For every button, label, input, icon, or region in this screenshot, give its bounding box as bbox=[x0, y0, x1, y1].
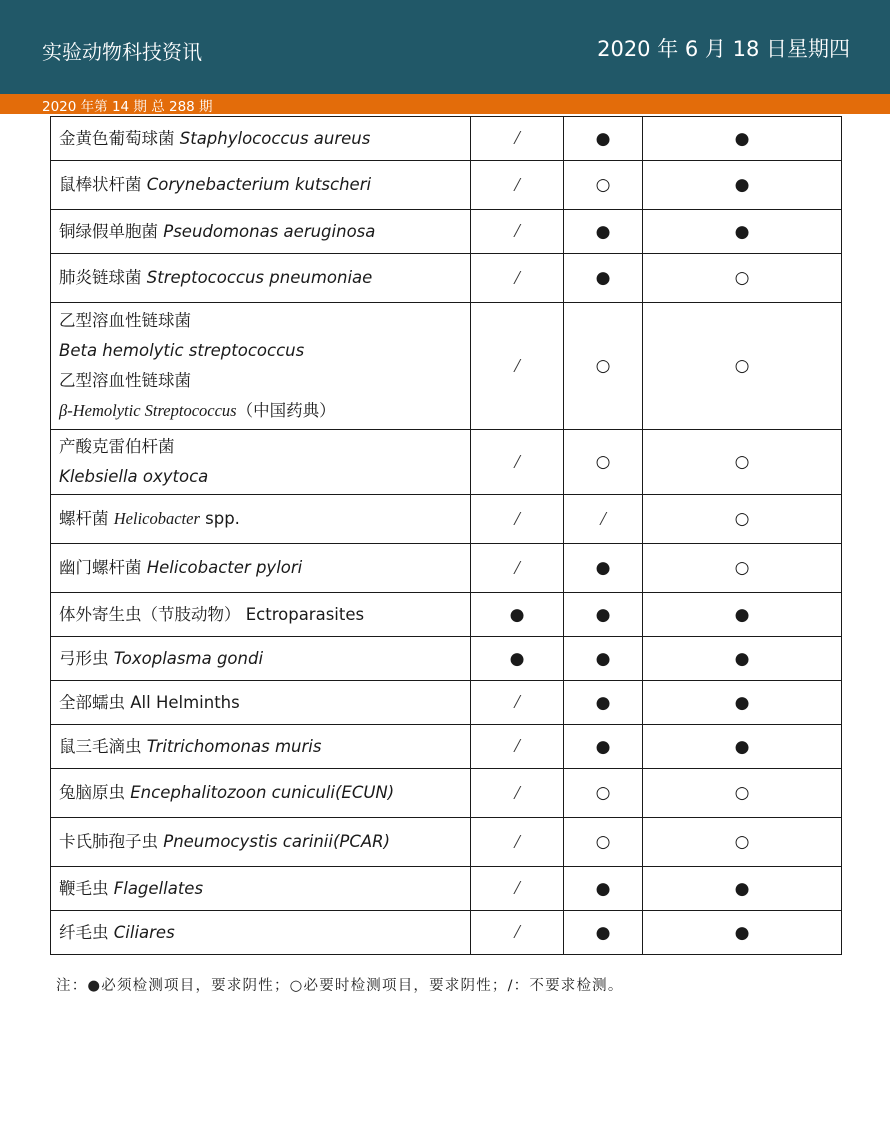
latin-name-serif: Helicobacter bbox=[113, 509, 200, 528]
not-required-mark: / bbox=[514, 450, 520, 473]
table-row bbox=[51, 544, 842, 593]
not-required-mark: / bbox=[514, 354, 520, 377]
chinese-name: 金黄色葡萄球菌 bbox=[59, 128, 180, 148]
requirement-cell-3 bbox=[643, 161, 842, 210]
latin-name-serif: β-Hemolytic Streptococcus bbox=[59, 401, 237, 420]
pathogen-name-cell bbox=[51, 911, 471, 955]
table-footnote: 注：●必须检测项目，要求阴性；○必要时检测项目，要求阴性；/：不要求检测。 bbox=[56, 978, 624, 994]
not-required-mark: / bbox=[514, 220, 520, 242]
required-mark: ● bbox=[734, 128, 750, 149]
pathogen-name-line bbox=[59, 874, 462, 904]
requirement-cell-2 bbox=[564, 593, 643, 637]
requirement-cell-3 bbox=[643, 867, 842, 911]
chinese-name: 体外寄生虫（节肢动物） Ectroparasites bbox=[59, 604, 365, 624]
requirement-cell-1 bbox=[471, 117, 564, 161]
pathogen-name-line bbox=[59, 124, 462, 154]
latin-name: Helicobacter pylori bbox=[146, 558, 303, 577]
requirement-cell-2 bbox=[564, 867, 643, 911]
not-required-mark: / bbox=[514, 266, 520, 289]
chinese-name: 弓形虫 bbox=[59, 648, 114, 668]
requirement-cell-3 bbox=[643, 210, 842, 254]
chinese-name: （中国药典） bbox=[236, 401, 336, 420]
pathogen-name-cell bbox=[51, 117, 471, 161]
conditional-mark: ○ bbox=[595, 175, 611, 195]
latin-name: Staphylococcus aureus bbox=[179, 128, 371, 148]
latin-name: Klebsiella oxytoca bbox=[59, 467, 209, 486]
table-row bbox=[51, 725, 842, 769]
not-required-mark: / bbox=[514, 735, 520, 757]
table-row bbox=[51, 593, 842, 637]
chinese-name: 幽门螺杆菌 bbox=[59, 558, 147, 577]
chinese-name: 乙型溶血性链球菌 bbox=[59, 371, 191, 390]
table-row bbox=[51, 769, 842, 818]
publication-title: 实验动物科技资讯 bbox=[42, 40, 202, 64]
requirement-cell-3 bbox=[643, 430, 842, 495]
pathogen-name-cell bbox=[51, 495, 471, 544]
pathogen-name-line bbox=[59, 553, 462, 583]
required-mark: ● bbox=[509, 648, 525, 669]
requirement-cell-3 bbox=[643, 769, 842, 818]
conditional-mark: ○ bbox=[595, 452, 611, 472]
requirement-cell-3 bbox=[643, 254, 842, 303]
requirement-cell-2 bbox=[564, 210, 643, 254]
latin-name: Encephalitozoon cuniculi(ECUN) bbox=[130, 783, 395, 802]
not-required-mark: / bbox=[514, 830, 520, 853]
pathogen-name-line bbox=[59, 366, 462, 396]
not-required-mark: / bbox=[514, 507, 520, 530]
chinese-name: 肺炎链球菌 bbox=[59, 268, 147, 287]
requirement-cell-3 bbox=[643, 818, 842, 867]
latin-name: Toxoplasma gondi bbox=[113, 648, 264, 668]
table-row bbox=[51, 117, 842, 161]
table-row bbox=[51, 210, 842, 254]
pathogen-table-body bbox=[51, 117, 842, 955]
not-required-mark: / bbox=[514, 691, 520, 713]
pathogen-name-cell bbox=[51, 430, 471, 495]
pathogen-name-line bbox=[59, 170, 462, 200]
publication-date: 2020 年 6 月 18 日星期四 bbox=[597, 37, 850, 61]
table-row bbox=[51, 161, 842, 210]
requirement-cell-3 bbox=[643, 725, 842, 769]
conditional-mark: ○ bbox=[734, 832, 750, 852]
latin-name: Ciliares bbox=[113, 922, 175, 942]
chinese-name: 乙型溶血性链球菌 bbox=[59, 311, 191, 330]
required-mark: ● bbox=[595, 558, 611, 578]
chinese-name: 鼠三毛滴虫 bbox=[59, 736, 147, 756]
required-mark: ● bbox=[595, 736, 611, 757]
required-mark: ● bbox=[734, 692, 750, 713]
requirement-cell-3 bbox=[643, 911, 842, 955]
pathogen-name-cell bbox=[51, 818, 471, 867]
pathogen-name-line bbox=[59, 600, 462, 630]
pathogen-name-line bbox=[59, 644, 462, 674]
requirement-cell-3 bbox=[643, 637, 842, 681]
requirement-cell-2 bbox=[564, 637, 643, 681]
requirement-cell-3 bbox=[643, 593, 842, 637]
requirement-cell-2 bbox=[564, 681, 643, 725]
requirement-cell-3 bbox=[643, 495, 842, 544]
latin-name: Streptococcus pneumoniae bbox=[146, 268, 373, 287]
requirement-cell-1 bbox=[471, 725, 564, 769]
not-required-mark: / bbox=[600, 507, 606, 530]
conditional-mark: ○ bbox=[734, 452, 750, 472]
requirement-cell-3 bbox=[643, 544, 842, 593]
pathogen-name-cell bbox=[51, 637, 471, 681]
issue-band bbox=[0, 94, 890, 114]
required-mark: ● bbox=[595, 878, 611, 899]
chinese-name: 鼠棒状杆菌 bbox=[59, 175, 147, 194]
pathogen-name-cell bbox=[51, 303, 471, 430]
required-mark: ● bbox=[509, 604, 525, 625]
requirement-cell-2 bbox=[564, 769, 643, 818]
requirement-cell-3 bbox=[643, 117, 842, 161]
required-mark: ● bbox=[595, 221, 611, 242]
required-mark: ● bbox=[595, 648, 611, 669]
requirement-cell-1 bbox=[471, 867, 564, 911]
table-row bbox=[51, 637, 842, 681]
requirement-cell-2 bbox=[564, 911, 643, 955]
conditional-mark: ○ bbox=[734, 509, 750, 529]
table-row bbox=[51, 430, 842, 495]
table-row bbox=[51, 495, 842, 544]
pathogen-name-cell bbox=[51, 867, 471, 911]
pathogen-name-line bbox=[59, 336, 462, 366]
required-mark: ● bbox=[734, 922, 750, 943]
not-required-mark: / bbox=[514, 877, 520, 899]
pathogen-name-line bbox=[59, 732, 462, 762]
pathogen-name-line bbox=[59, 432, 462, 462]
requirement-cell-3 bbox=[643, 681, 842, 725]
page-header bbox=[0, 0, 890, 94]
requirement-cell-1 bbox=[471, 430, 564, 495]
pathogen-name-cell bbox=[51, 725, 471, 769]
requirement-cell-1 bbox=[471, 161, 564, 210]
not-required-mark: / bbox=[514, 921, 520, 943]
pathogen-name-line bbox=[59, 918, 462, 948]
requirement-cell-1 bbox=[471, 495, 564, 544]
requirement-cell-1 bbox=[471, 637, 564, 681]
requirement-cell-2 bbox=[564, 161, 643, 210]
chinese-name: 鞭毛虫 bbox=[59, 878, 114, 898]
required-mark: ● bbox=[595, 268, 611, 288]
not-required-mark: / bbox=[514, 781, 520, 804]
requirement-cell-1 bbox=[471, 210, 564, 254]
chinese-name: 产酸克雷伯杆菌 bbox=[59, 437, 175, 456]
pathogen-name-line bbox=[59, 688, 462, 718]
conditional-mark: ○ bbox=[734, 783, 750, 803]
conditional-mark: ○ bbox=[734, 356, 750, 376]
requirement-cell-2 bbox=[564, 430, 643, 495]
required-mark: ● bbox=[734, 648, 750, 669]
pathogen-table bbox=[50, 116, 842, 955]
table-row bbox=[51, 818, 842, 867]
not-required-mark: / bbox=[514, 556, 520, 579]
latin-name: Tritrichomonas muris bbox=[146, 736, 322, 756]
pathogen-name-line bbox=[59, 827, 462, 857]
not-required-mark: / bbox=[514, 127, 520, 149]
requirement-cell-1 bbox=[471, 818, 564, 867]
requirement-cell-2 bbox=[564, 818, 643, 867]
required-mark: ● bbox=[734, 736, 750, 757]
chinese-name: 螺杆菌 bbox=[59, 509, 114, 528]
pathogen-name-cell bbox=[51, 681, 471, 725]
required-mark: ● bbox=[595, 692, 611, 713]
pathogen-name-cell bbox=[51, 254, 471, 303]
required-mark: ● bbox=[595, 922, 611, 943]
required-mark: ● bbox=[595, 604, 611, 625]
requirement-cell-2 bbox=[564, 303, 643, 430]
requirement-cell-2 bbox=[564, 495, 643, 544]
table-row bbox=[51, 303, 842, 430]
pathogen-name-line bbox=[59, 217, 462, 247]
latin-name: Pneumocystis carinii(PCAR) bbox=[163, 832, 391, 851]
name-suffix: spp. bbox=[199, 509, 240, 528]
not-required-mark: / bbox=[514, 173, 520, 196]
pathogen-name-cell bbox=[51, 593, 471, 637]
requirement-cell-3 bbox=[643, 303, 842, 430]
chinese-name: 铜绿假单胞菌 bbox=[59, 221, 164, 241]
conditional-mark: ○ bbox=[595, 783, 611, 803]
conditional-mark: ○ bbox=[595, 356, 611, 376]
table-row bbox=[51, 867, 842, 911]
requirement-cell-2 bbox=[564, 117, 643, 161]
table-row bbox=[51, 254, 842, 303]
table-row bbox=[51, 681, 842, 725]
chinese-name: 纤毛虫 bbox=[59, 922, 114, 942]
latin-name: Flagellates bbox=[113, 878, 204, 898]
requirement-cell-1 bbox=[471, 303, 564, 430]
issue-number: 2020 年第 14 期 总 288 期 bbox=[42, 99, 213, 115]
pathogen-name-line bbox=[59, 778, 462, 808]
required-mark: ● bbox=[595, 128, 611, 149]
required-mark: ● bbox=[734, 221, 750, 242]
requirement-cell-1 bbox=[471, 681, 564, 725]
latin-name: Corynebacterium kutscheri bbox=[146, 175, 372, 194]
required-mark: ● bbox=[734, 175, 750, 195]
chinese-name: 兔脑原虫 bbox=[59, 783, 131, 802]
required-mark: ● bbox=[734, 878, 750, 899]
chinese-name: 全部蠕虫 All Helminths bbox=[59, 692, 240, 712]
required-mark: ● bbox=[734, 604, 750, 625]
latin-name: Beta hemolytic streptococcus bbox=[59, 341, 305, 360]
pathogen-name-cell bbox=[51, 210, 471, 254]
requirement-cell-2 bbox=[564, 254, 643, 303]
pathogen-name-cell bbox=[51, 769, 471, 818]
requirement-cell-1 bbox=[471, 254, 564, 303]
conditional-mark: ○ bbox=[595, 832, 611, 852]
pathogen-name-line bbox=[59, 504, 462, 534]
requirement-cell-2 bbox=[564, 725, 643, 769]
requirement-cell-1 bbox=[471, 544, 564, 593]
conditional-mark: ○ bbox=[734, 268, 750, 288]
requirement-cell-2 bbox=[564, 544, 643, 593]
table-row bbox=[51, 911, 842, 955]
requirement-cell-1 bbox=[471, 911, 564, 955]
conditional-mark: ○ bbox=[734, 558, 750, 578]
latin-name: Pseudomonas aeruginosa bbox=[163, 221, 376, 241]
requirement-cell-1 bbox=[471, 593, 564, 637]
pathogen-name-cell bbox=[51, 544, 471, 593]
pathogen-name-line bbox=[59, 462, 462, 492]
pathogen-name-line bbox=[59, 396, 462, 426]
pathogen-name-line bbox=[59, 263, 462, 293]
pathogen-name-cell bbox=[51, 161, 471, 210]
requirement-cell-1 bbox=[471, 769, 564, 818]
chinese-name: 卡氏肺孢子虫 bbox=[59, 832, 164, 851]
pathogen-name-line bbox=[59, 306, 462, 336]
